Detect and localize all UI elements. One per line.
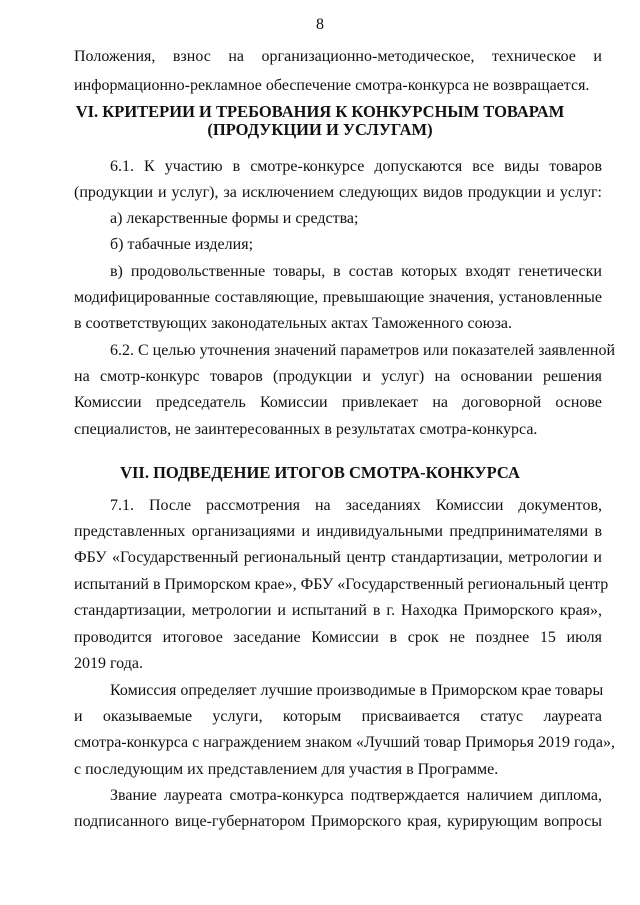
para-7-1-line-3: ФБУ «Государственный региональный центр стандартизации, метрологии и bbox=[74, 549, 602, 566]
para-6-2-line-3: Комиссии председатель Комиссии привлекает на договорной основе bbox=[74, 394, 602, 411]
para-6-2-line-2: на смотр-конкурс товаров (продукции и услуг) на основании решения bbox=[74, 368, 602, 385]
para-6-2-line-4: специалистов, не заинтересованных в результатах смотра-конкурса. bbox=[74, 421, 538, 438]
section-6-title-line-1: VI. КРИТЕРИИ И ТРЕБОВАНИЯ К КОНКУРСНЫМ ТОВАРАМ bbox=[75, 102, 565, 121]
list-item-c-line-3: в соответствующих законодательных актах Таможенного союза. bbox=[74, 315, 512, 332]
para-laureate-line-1: Звание лауреата смотра-конкурса подтверждается наличием диплома, bbox=[110, 787, 602, 804]
para-7-1-line-5: стандартизации, метрологии и испытаний в г. Находка Приморского края», bbox=[74, 602, 602, 619]
page-number: 8 bbox=[316, 16, 324, 33]
para-7-1-line-1: 7.1. После рассмотрения на заседаниях Комиссии документов, bbox=[110, 497, 602, 514]
para-commission-line-3: смотра-конкурса с награждением знаком «Лучший товар Приморья 2019 года», bbox=[74, 734, 615, 751]
section-6-title-line-2: (ПРОДУКЦИИ И УСЛУГАМ) bbox=[207, 120, 433, 139]
para-7-1-line-7: 2019 года. bbox=[74, 655, 143, 672]
para-commission-line-4: с последующим их представлением для участия в Программе. bbox=[74, 761, 499, 778]
para-6-1-line-1: 6.1. К участию в смотре-конкурсе допускаются все виды товаров bbox=[110, 158, 602, 175]
para-commission-line-1: Комиссия определяет лучшие производимые в Приморском крае товары bbox=[110, 682, 604, 699]
intro-line-2: информационно-рекламное обеспечение смотра-конкурса не возвращается. bbox=[74, 77, 590, 94]
para-commission-line-2: и оказываемые услуги, которым присваивается статус лауреата bbox=[74, 708, 602, 725]
para-laureate-line-2: подписанного вице-губернатором Приморского края, курирующим вопросы bbox=[74, 813, 602, 830]
intro-line-1: Положения, взнос на организационно-методическое, техническое и bbox=[74, 48, 602, 65]
para-6-1-line-2: (продукции и услуг), за исключением следующих видов продукции и услуг: bbox=[74, 184, 602, 201]
para-7-1-line-6: проводится итоговое заседание Комиссии в срок не позднее 15 июля bbox=[74, 629, 602, 646]
list-item-a: а) лекарственные формы и средства; bbox=[110, 210, 359, 227]
list-item-c-line-1: в) продовольственные товары, в состав которых входят генетически bbox=[110, 263, 602, 280]
list-item-c-line-2: модифицированные составляющие, превышающие значения, установленные bbox=[74, 289, 602, 306]
para-7-1-line-4: испытаний в Приморском крае», ФБУ «Государственный региональный центр bbox=[74, 576, 609, 593]
list-item-b: б) табачные изделия; bbox=[110, 236, 254, 253]
para-7-1-line-2: представленных организациями и индивидуальными предпринимателями в bbox=[74, 523, 602, 540]
section-7-title: VII. ПОДВЕДЕНИЕ ИТОГОВ СМОТРА-КОНКУРСА bbox=[120, 463, 520, 482]
para-6-2-line-1: 6.2. С целью уточнения значений параметров или показателей заявленной bbox=[110, 342, 615, 359]
